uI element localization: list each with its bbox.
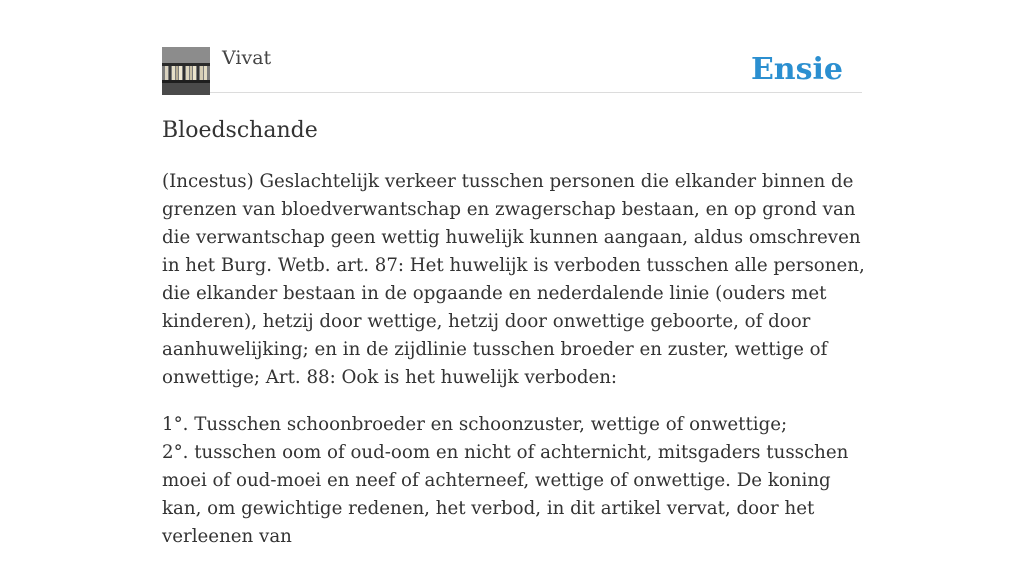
bookshelf-avatar-icon [162, 47, 210, 95]
article-paragraph: (Incestus) Geslachtelijk verkeer tusschen personen die elkander binnen de grenzen van bloedverwantschap en zwagerschap bestaan, en op grond van die verwantschap geen wettig huwelijk kunnen aangaan, aldus omschreven in het Burg. Wetb. art. 87: Het huwelijk is verboden tusschen alle personen, die elkander bestaan in de opgaande en nederdalende linie (ouders met kinderen), hetzij door wettige, hetzij door onwettige geboorte, of door aanhuwelijking; en in de zijdlinie tusschen broeder en zuster, wettige of onwettige; Art. 88: Ook is het huwelijk verboden: [162, 171, 865, 388]
list-item: 1°. Tusschen schoonbroeder en schoonzuster, wettige of onwettige; [162, 414, 788, 435]
author-avatar[interactable] [162, 47, 210, 95]
site-logo[interactable]: Ensie [750, 52, 843, 87]
article-title: Bloedschande [162, 118, 318, 143]
article-list [162, 411, 870, 551]
author-name[interactable]: Vivat [222, 47, 272, 69]
list-item: 2°. tusschen oom of oud-oom en nicht of achternicht, mitsgaders tusschen moei of oud-moei en neef of achterneef, wettige of onwettige. De koning kan, om gewichtige redenen, het verbod, in dit artikel vervat, door het verleenen van [162, 442, 849, 547]
site-header [162, 46, 862, 93]
article-body [162, 168, 870, 570]
